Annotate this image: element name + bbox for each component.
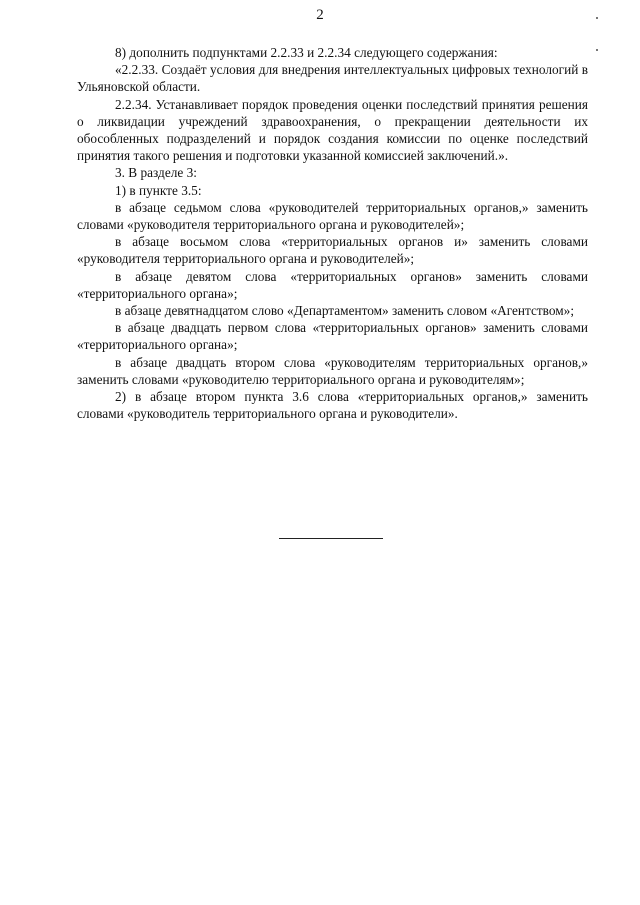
paragraph: 3. В разделе 3: bbox=[115, 165, 197, 181]
paragraph: в абзаце седьмом слова «руководителей территориальных органов,» заменить словами «руководителя территориального органа и руководителей»; bbox=[77, 199, 588, 233]
paragraph: в абзаце девятом слова «территориальных органов» заменить словами «территориального органа»; bbox=[77, 268, 588, 301]
paragraph: 2) в абзаце втором пункта 3.6 слова «территориальных органов,» заменить словами «руководитель территориального органа и руководители». bbox=[77, 389, 588, 422]
paragraph: «2.2.33. Создаёт условия для внедрения интеллектуальных цифровых технологий в Ульяновской области. bbox=[77, 62, 588, 95]
closing-divider bbox=[279, 538, 383, 539]
paragraph: в абзаце двадцать втором слова «руководителям территориальных органов,» заменить словами «руководителю территориального органа и руководителям»; bbox=[77, 354, 588, 387]
paragraph: в абзаце восьмом слова «территориальных органов и» заменить словами «руководителя территориального органа и руководителей»; bbox=[77, 234, 588, 267]
page-number: 2 bbox=[316, 7, 324, 23]
paragraph: 8) дополнить подпунктами 2.2.33 и 2.2.34 следующего содержания: bbox=[115, 45, 498, 60]
scan-speck bbox=[596, 17, 598, 19]
paragraph: в абзаце девятнадцатом слово «Департаментом» заменить словом «Агентством»; bbox=[115, 303, 575, 319]
document-body bbox=[77, 44, 588, 422]
paragraph: 1) в пункте 3.5: bbox=[115, 182, 202, 198]
paragraph: 2.2.34. Устанавливает порядок проведения оценки последствий принятия решения о ликвидации учреждений здравоохранения, о прекращении деятельности их обособленных подразделений и порядок создания комиссии по оценке последствий принятия такого решения и подготовки указанной комиссией заключений.». bbox=[77, 96, 588, 164]
paragraph: в абзаце двадцать первом слова «территориальных органов» заменить словами «территориального органа»; bbox=[77, 320, 588, 353]
scan-speck bbox=[596, 49, 598, 51]
